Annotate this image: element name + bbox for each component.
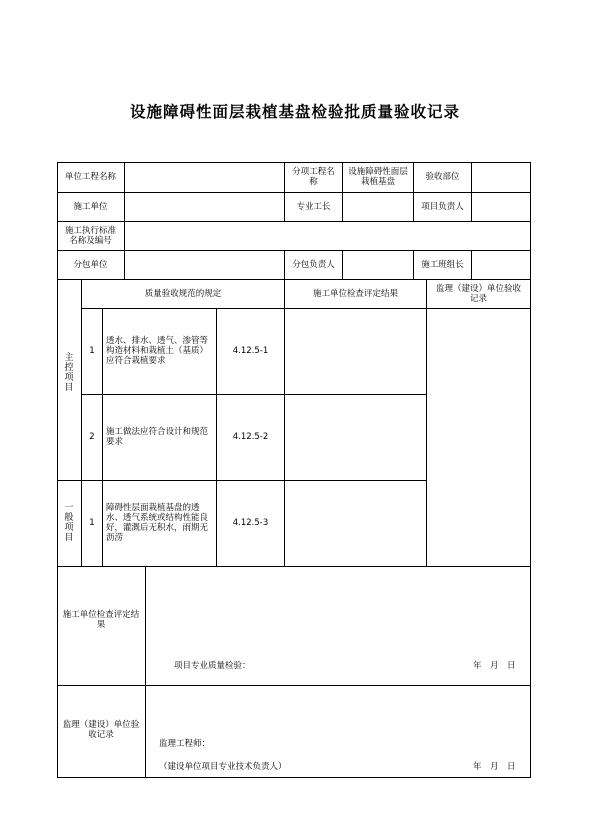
col-spec-header: 质量验收规范的规定	[144, 288, 222, 299]
sub-project-value: 设施障碍性面层栽植基盘	[348, 167, 408, 187]
main-item-2-no: 2	[89, 432, 95, 442]
subcontract-manager-label: 分包负责人	[292, 259, 335, 270]
main-item-2-check[interactable]	[285, 394, 426, 480]
date-1: 年 月 日	[473, 661, 516, 671]
project-manager-value[interactable]	[472, 192, 530, 221]
construction-check-label: 施工单位检查评定结果	[62, 610, 140, 630]
supervision-engineer-label: 监理工程师：	[159, 739, 211, 749]
unit-project-label: 单位工程名称	[64, 172, 116, 182]
owner-rep-label: （建设单位项目专业技术负责人）	[159, 762, 287, 772]
standard-value[interactable]	[125, 221, 530, 250]
unit-project-value[interactable]	[125, 162, 284, 192]
construction-unit-label: 施工单位	[73, 201, 108, 212]
supervision-label: 监理（建设）单位验收记录	[62, 720, 140, 740]
team-leader-value[interactable]	[472, 250, 530, 279]
project-manager-label: 项目负责人	[421, 201, 464, 212]
general-items-label: 一般项目	[64, 503, 74, 543]
team-leader-label: 施工班组长	[421, 259, 464, 270]
subcontract-manager-value[interactable]	[343, 250, 413, 279]
acceptance-part-value[interactable]	[472, 162, 530, 192]
construction-unit-value[interactable]	[125, 192, 284, 221]
main-item-1-text: 透水、排水、透气、渗管等构造材料和栽植土（基质）应符合栽植要求	[106, 336, 209, 366]
general-item-1-clause: 4.12.5-3	[232, 518, 269, 528]
supervise-record[interactable]	[427, 308, 530, 566]
foreman-label: 专业工长	[296, 201, 331, 212]
acceptance-part-label: 验收部位	[425, 172, 460, 182]
main-items-label: 主控项目	[64, 353, 74, 393]
col-supervise-header: 监理（建设）单位验收记录	[435, 283, 521, 304]
page-title: 设施障碍性面层栽植基盘检验批质量验收记录	[129, 103, 460, 121]
foreman-value[interactable]	[343, 192, 413, 221]
general-item-1-text: 障碍性层面栽植基盘的透水、透气系统或结构性能良好，灌溉后无积水，雨期无沥涝	[106, 503, 209, 543]
col-check-header: 施工单位检查评定结果	[312, 288, 398, 299]
date-2: 年 月 日	[473, 762, 516, 772]
quality-inspector-label: 项目专业质量检验：	[174, 661, 251, 671]
subcontractor-value[interactable]	[125, 250, 284, 279]
main-item-1-no: 1	[89, 346, 95, 356]
main-item-2-clause: 4.12.5-2	[232, 432, 269, 442]
general-item-1-check[interactable]	[285, 480, 426, 566]
general-item-1-no: 1	[89, 518, 95, 528]
standard-label: 施工执行标准名称及编号	[64, 225, 116, 246]
sub-project-label: 分项工程名称	[292, 167, 335, 187]
main-item-1-check[interactable]	[285, 308, 426, 394]
main-item-2-text: 施工做法应符合设计和规范要求	[106, 427, 209, 447]
main-item-1-clause: 4.12.5-1	[232, 346, 269, 356]
subcontractor-label: 分包单位	[73, 259, 108, 270]
